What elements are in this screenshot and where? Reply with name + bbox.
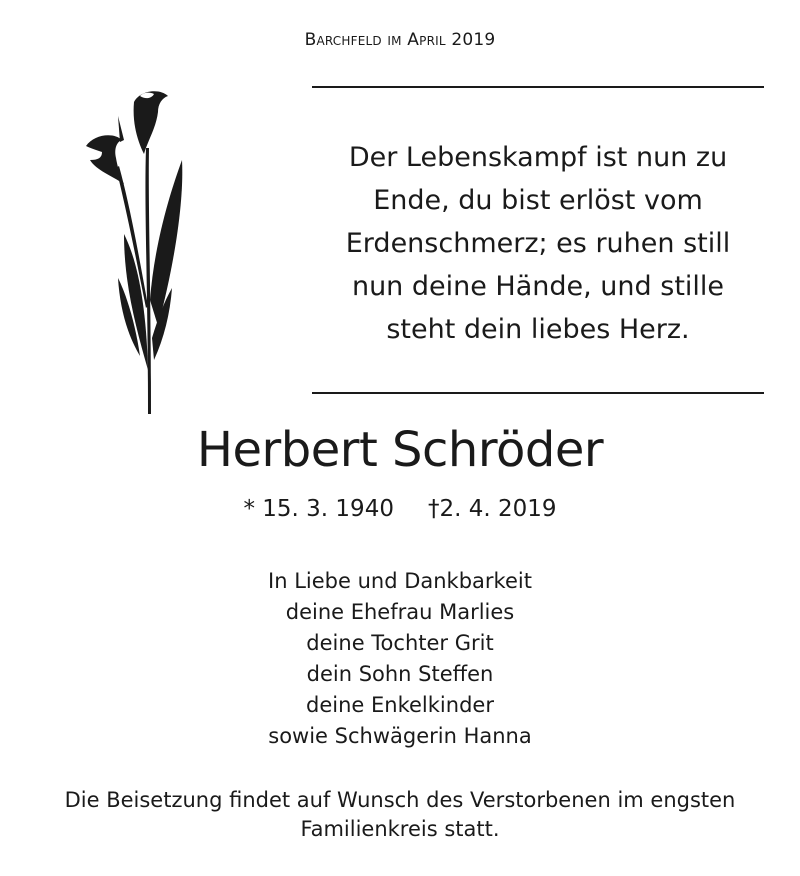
burial-notice [0,786,800,844]
poem-line: Ende, du bist erlöst vom [373,185,703,216]
birth-date: * 15. 3. 1940 [243,496,394,522]
mourner-line: deine Enkelkinder [306,693,494,717]
top-divider [312,86,764,88]
mourner-line: dein Sohn Steffen [306,662,494,686]
poem-line: Erdenschmerz; es ruhen still [345,228,731,259]
poem-line: Der Lebenskampf ist nun zu [348,142,728,173]
notice-line: Familienkreis statt. [300,817,500,841]
poem-line: nun deine Hände, und stille [351,271,725,302]
poem-line: steht dein liebes Herz. [386,314,690,345]
mourner-line: deine Tochter Grit [306,631,494,655]
mourner-line: deine Ehefrau Marlies [285,600,515,624]
memorial-poem [312,136,764,351]
deceased-name: Herbert Schröder [196,422,604,478]
mourner-line: sowie Schwägerin Hanna [268,724,532,748]
death-date: †2. 4. 2019 [427,496,557,522]
mourner-line: In Liebe und Dankbarkeit [268,569,532,593]
place-date-header: Barchfeld im April 2019 [304,30,496,50]
life-dates [0,494,800,524]
bottom-divider [312,392,764,394]
mourners-list [0,566,800,752]
notice-line: Die Beisetzung findet auf Wunsch des Verstorbenen im engsten [64,788,736,812]
calla-lily-icon [78,88,188,414]
